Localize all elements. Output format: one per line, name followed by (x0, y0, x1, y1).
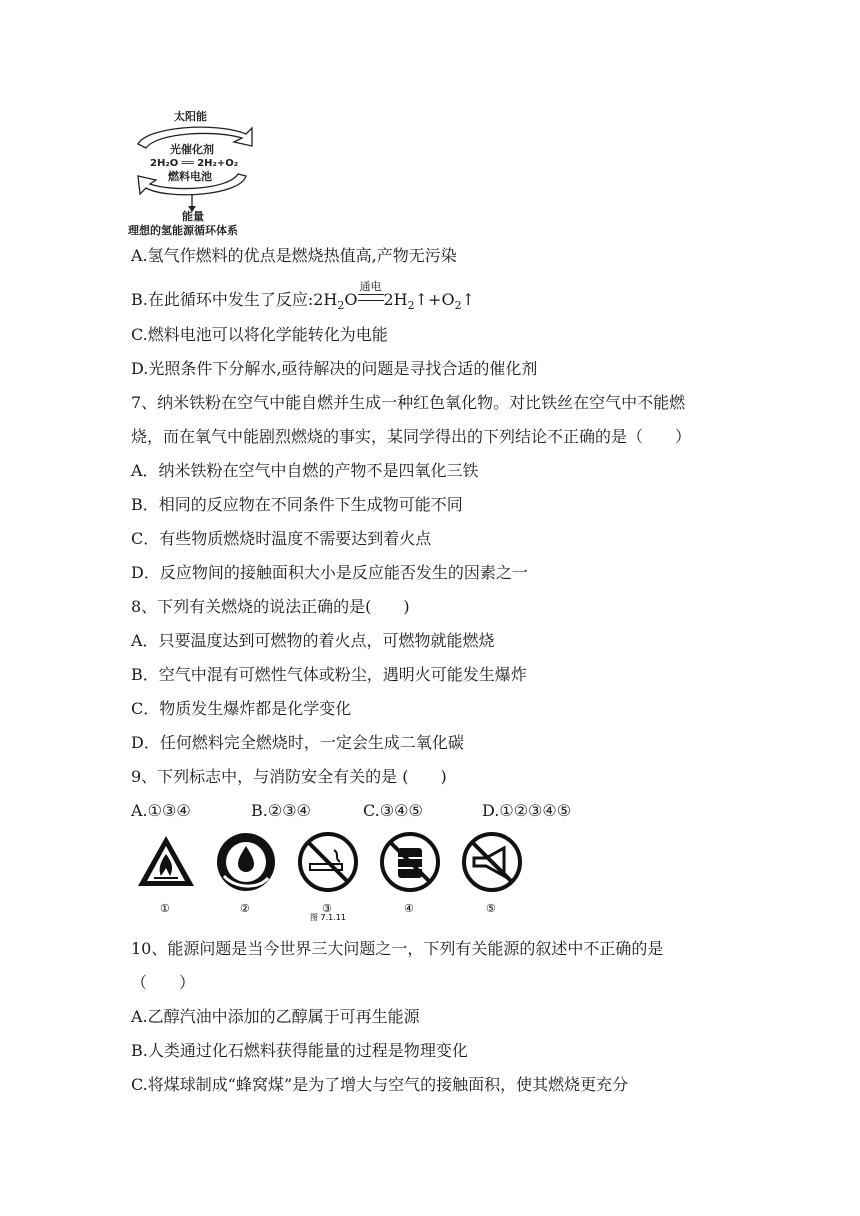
q8-option-b: B．空气中混有可燃性气体或粉尘，遇明火可能发生爆炸 (131, 665, 527, 684)
sign-label-5: ⑤ (486, 902, 496, 915)
diagram-sun-label: 太阳能 (174, 110, 207, 123)
q8-option-d: D．任何燃料完全燃烧时，一定会生成二氧化碳 (131, 733, 464, 752)
q6-b-up1: ↑+O (414, 290, 455, 309)
q9-option-a: A.①③④ (131, 801, 191, 820)
no-honking-icon (464, 834, 520, 890)
sign-label-4: ④ (404, 902, 414, 915)
sign-label-3: ③ (322, 902, 332, 915)
q10-option-a: A.乙醇汽油中添加的乙醇属于可再生能源 (131, 1007, 420, 1026)
q7-option-b: B．相同的反应物在不同条件下生成物可能不同 (131, 495, 463, 514)
q8-option-a: A．只要温度达到可燃物的着火点，可燃物就能燃烧 (131, 631, 495, 650)
water-saving-icon (217, 833, 275, 891)
sign-label-1: ① (160, 902, 170, 915)
q7-option-d: D．反应物间的接触面积大小是反应能否发生的因素之一 (131, 563, 528, 582)
diagram-catalyst-label: 光催化剂 (170, 143, 214, 156)
safety-signs-figure (134, 832, 534, 922)
q10-stem-line1: 10、能源问题是当今世界三大问题之一，下列有关能源的叙述中不正确的是 (131, 939, 664, 958)
q7-option-c: C．有些物质燃烧时温度不需要达到着火点 (131, 529, 432, 548)
flammable-warning-icon (138, 836, 194, 886)
q7-option-a: A．纳米铁粉在空气中自燃的产物不是四氧化三铁 (131, 461, 479, 480)
q7-stem-line1: 7、纳米铁粉在空气中能自燃并生成一种红色氧化物。对比铁丝在空气中不能燃 (131, 393, 686, 412)
q6-b-h2: 2H (383, 290, 408, 309)
diagram-caption: 理想的氢能源循环体系 (128, 224, 238, 236)
diagram-energy-label: 能量 (182, 210, 204, 223)
hydrogen-cycle-diagram (128, 104, 268, 236)
q6-option-c: C.燃料电池可以将化学能转化为电能 (131, 325, 388, 344)
reaction-condition (358, 280, 384, 311)
q10-option-b: B.人类通过化石燃料获得能量的过程是物理变化 (131, 1041, 468, 1060)
q9-stem: 9、下列标志中，与消防安全有关的是 ( ) (131, 767, 447, 786)
q6-option-d: D.光照条件下分解水,亟待解决的问题是寻找合适的催化剂 (131, 359, 538, 378)
sign-label-2: ② (240, 902, 250, 915)
no-smoking-icon (300, 834, 356, 890)
diagram-cell-label: 燃料电池 (168, 170, 212, 183)
q10-option-c: C.将煤球制成“蜂窝煤”是为了增大与空气的接触面积，使其燃烧更充分 (131, 1075, 629, 1094)
q6-b-o: O (344, 290, 358, 309)
figure-caption: 图 7.1.11 (310, 913, 346, 922)
q6-b-prefix: B.在此循环中发生了反应:2H (131, 290, 338, 309)
q9-option-d: D.①②③④⑤ (482, 801, 572, 820)
q9-option-c: C.③④⑤ (363, 801, 423, 820)
q6-b-up2: ↑ (461, 290, 475, 309)
q6-option-a: A.氢气作燃料的优点是燃烧热值高,产物无污染 (131, 246, 457, 265)
q10-stem-line2: （ ） (131, 973, 196, 992)
diagram-reaction-label: 2H₂O ══ 2H₂+O₂ (150, 158, 239, 169)
q7-stem-line2: 烧，而在氧气中能剧烈燃烧的事实，某同学得出的下列结论不正确的是（ ） (131, 427, 692, 446)
condition-label: 通电 (359, 280, 382, 293)
q8-stem: 8、下列有关燃烧的说法正确的是( ) (131, 597, 410, 616)
q8-option-c: C．物质发生爆炸都是化学变化 (131, 699, 352, 718)
no-barrel-icon (382, 834, 438, 890)
q9-option-b: B.②③④ (251, 801, 311, 820)
q6-option-b: B.在此循环中发生了反应$:2H_2O$ 通电 $2H_2↑+O_2↑$ (131, 289, 475, 317)
